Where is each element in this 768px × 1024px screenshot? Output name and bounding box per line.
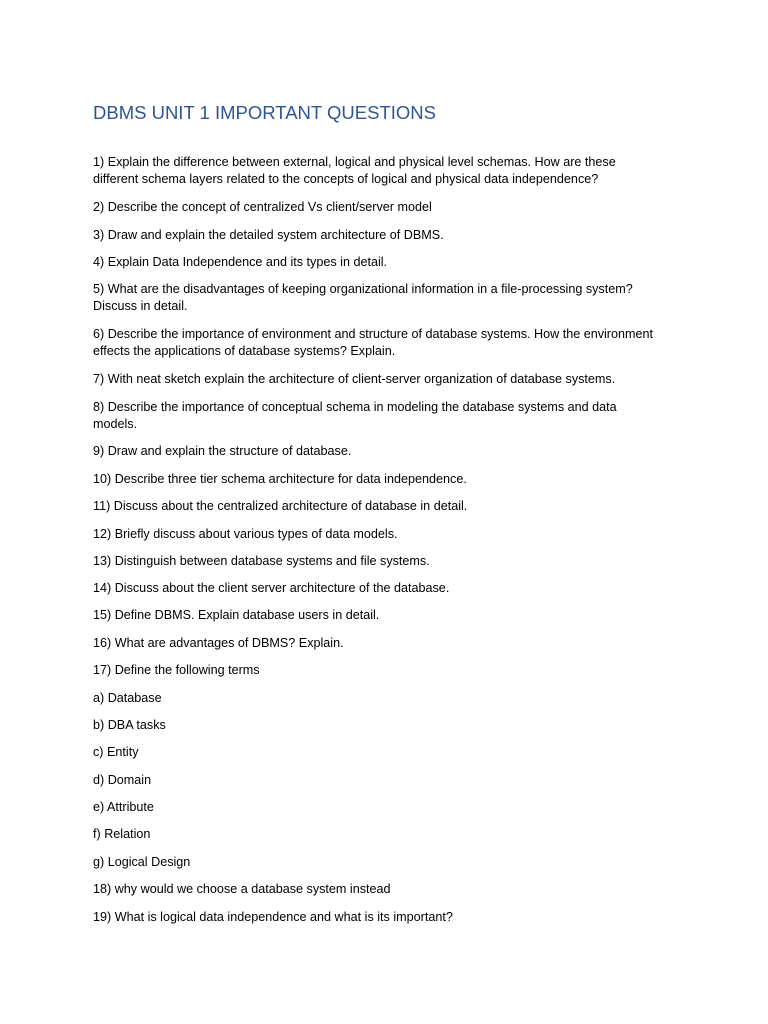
- question-item: 18) why would we choose a database system instead: [93, 882, 391, 896]
- question-item: 8) Describe the importance of conceptual schema in modeling the database systems and data models.: [93, 400, 617, 431]
- page-title: DBMS UNIT 1 IMPORTANT QUESTIONS: [93, 102, 436, 123]
- question-item: 19) What is logical data independence and what is its important?: [93, 910, 453, 924]
- question-item: 17) Define the following terms: [93, 663, 260, 677]
- term-item: b) DBA tasks: [93, 718, 166, 732]
- question-item: 16) What are advantages of DBMS? Explain.: [93, 636, 344, 650]
- term-item: c) Entity: [93, 745, 139, 759]
- term-item: d) Domain: [93, 773, 152, 787]
- term-item: e) Attribute: [93, 800, 154, 814]
- question-item: 10) Describe three tier schema architecture for data independence.: [93, 472, 467, 486]
- question-item: 14) Discuss about the client server architecture of the database.: [93, 581, 450, 595]
- term-item: a) Database: [93, 691, 162, 705]
- question-item: 15) Define DBMS. Explain database users in detail.: [93, 608, 380, 622]
- question-item: 4) Explain Data Independence and its types in detail.: [93, 255, 388, 269]
- question-item: 1) Explain the difference between external, logical and physical level schemas. How are these different schema layers related to the concepts of logical and physical data independence?: [93, 155, 616, 186]
- question-item: 12) Briefly discuss about various types of data models.: [93, 527, 398, 541]
- question-item: 2) Describe the concept of centralized Vs client/server model: [93, 200, 432, 214]
- question-item: 5) What are the disadvantages of keeping organizational information in a file-processing system? Discuss in detail.: [93, 282, 633, 313]
- term-item: g) Logical Design: [93, 855, 191, 869]
- question-item: 9) Draw and explain the structure of database.: [93, 444, 352, 458]
- question-item: 7) With neat sketch explain the architecture of client-server organization of database systems.: [93, 372, 616, 386]
- question-item: 13) Distinguish between database systems and file systems.: [93, 554, 430, 568]
- term-item: f) Relation: [93, 827, 151, 841]
- question-item: 3) Draw and explain the detailed system architecture of DBMS.: [93, 228, 444, 242]
- question-item: 11) Discuss about the centralized architecture of database in detail.: [93, 499, 468, 513]
- question-item: 6) Describe the importance of environment and structure of database systems. How the environment effects the applications of database systems? Explain.: [93, 327, 653, 358]
